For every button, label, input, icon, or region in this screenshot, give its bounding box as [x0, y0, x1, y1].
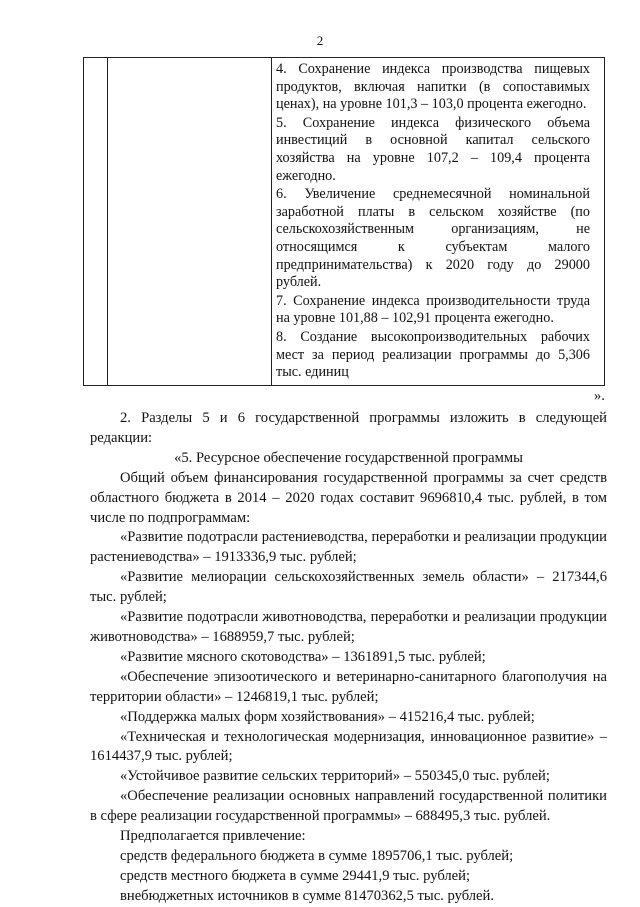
subprogram-item: «Развитие мясного скотоводства» – 1361891,5 тыс. рублей; — [120, 648, 486, 665]
table-item: 4. Сохранение индекса производства пищевых продуктов, включая напитки (в сопоставимых ценах), на уровне 101,3 – 103,0 процента ежегодно. — [276, 61, 590, 113]
subprogram-item: «Развитие мелиорации сельскохозяйственных земель области» – 217344,6 тыс. рублей; — [90, 569, 607, 606]
table-item: 6. Увеличение среднемесячной номинальной заработной платы в сельском хозяйстве (по сельскохозяйственным организациям, не относящимся к субъектам малого предпринимательства) к 2020 году до 29000 рублей. — [276, 186, 590, 291]
table-left-border — [83, 57, 84, 386]
funding-source: средств местного бюджета в сумме 29441,9 тыс. рублей; — [120, 867, 470, 884]
paragraph-total-funding: Общий объем финансирования государственной программы за счет средств областного бюджета в 2014 – 2020 годах составит 9696810,4 тыс. рублей, в том числе по подпрограммам: — [90, 469, 607, 526]
closing-quote: ». — [594, 388, 605, 404]
table-bottom-border — [83, 385, 605, 386]
program-table — [83, 57, 605, 386]
table-column-divider — [271, 57, 272, 386]
page-number: 2 — [316, 33, 324, 48]
subprogram-item: «Поддержка малых форм хозяйствования» – 415216,4 тыс. рублей; — [120, 708, 535, 725]
subprogram-item: «Обеспечение эпизоотического и ветеринарно-санитарного благополучия на территории области» – 1246819,1 тыс. рублей; — [90, 668, 607, 705]
table-column-divider — [107, 57, 108, 386]
subprogram-item: «Устойчивое развитие сельских территорий» – 550345,0 тыс. рублей; — [120, 768, 550, 785]
funding-source: внебюджетных источников в сумме 81470362,5 тыс. рублей. — [120, 887, 494, 904]
section-heading: «5. Ресурсное обеспечение государственной программы — [174, 449, 523, 466]
table-right-border — [604, 57, 605, 386]
table-cell-targets — [276, 61, 590, 382]
subprogram-item: «Развитие подотрасли растениеводства, переработки и реализации продукции растениеводства» – 1913336,9 тыс. рублей; — [90, 529, 607, 566]
paragraph-amendment: 2. Разделы 5 и 6 государственной программы изложить в следующей редакции: — [90, 410, 607, 446]
table-item: 7. Сохранение индекса производительности труда на уровне 101,88 – 102,91 процента ежегодно. — [276, 292, 590, 327]
table-top-border — [83, 57, 605, 58]
subprogram-item: «Развитие подотрасли животноводства, переработки и реализации продукции животноводства» – 1688959,7 тыс. рублей; — [90, 609, 607, 645]
subprogram-item: «Техническая и технологическая модернизация, инновационное развитие» – 1614437,9 тыс. рублей; — [90, 728, 607, 765]
table-item: 5. Сохранение индекса физического объема инвестиций в основной капитал сельского хозяйства на уровне 107,2 – 109,4 процента ежегодно. — [276, 114, 590, 184]
attraction-intro: Предполагается привлечение: — [120, 828, 306, 845]
funding-source: средств федерального бюджета в сумме 1895706,1 тыс. рублей; — [120, 847, 514, 864]
subprogram-item: «Обеспечение реализации основных направлений государственной политики в сфере реализации государственной программы» – 688495,3 тыс. рублей. — [90, 788, 607, 825]
document-body — [90, 409, 607, 907]
table-item: 8. Создание высокопроизводительных рабочих мест за период реализации программы до 5,306 тыс. единиц — [276, 328, 590, 381]
